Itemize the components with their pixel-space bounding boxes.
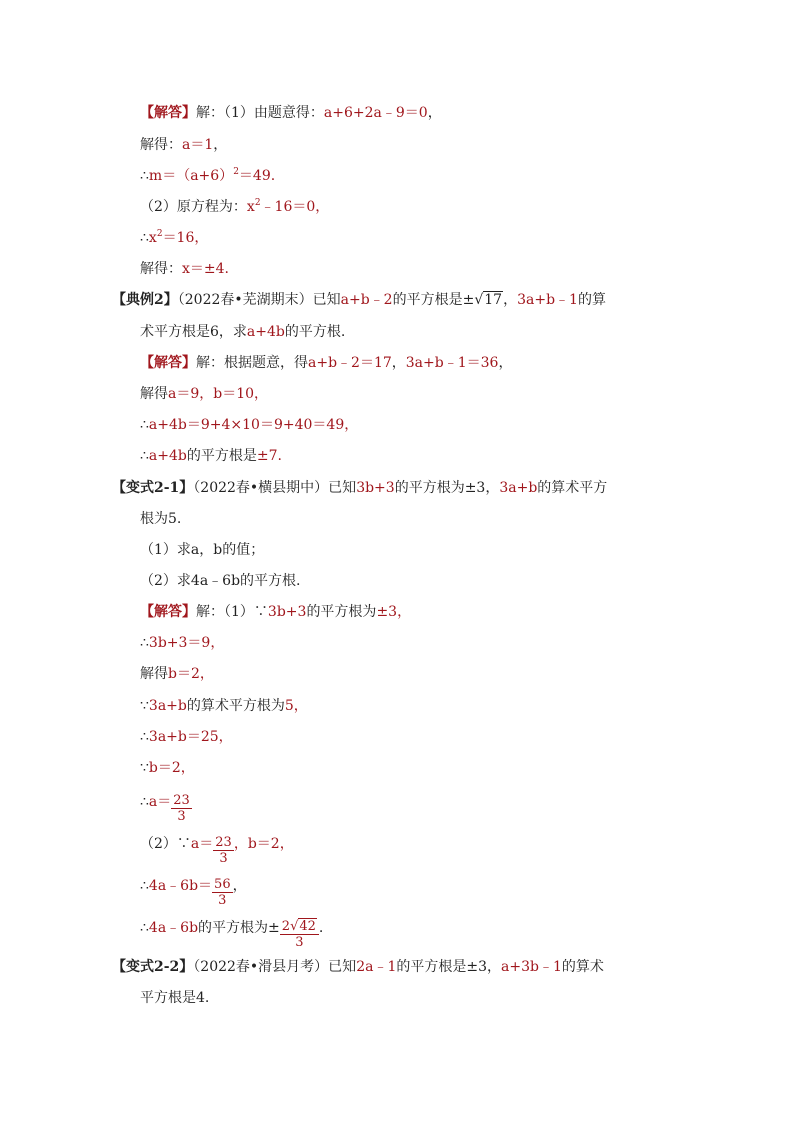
example2-label: 【典例2】 xyxy=(112,292,178,308)
variant22-question-line-1: 【变式2-2】（2022春•滑县月考）已知2a﹣1的平方根是±3，a+3b﹣1的算术 xyxy=(112,959,604,975)
prev-answer-line-4: （2）原方程为：$x^2﹣16=0$， xyxy=(140,198,330,215)
example2-question-line-1: 【典例2】（2022春•芜湖期末）已知a+b﹣2的平方根是±√17，3a+b﹣1的算 xyxy=(112,292,606,308)
equation: a+6+2a﹣9＝0 xyxy=(323,105,428,121)
prev-answer-line-6: 解得：x＝±4. xyxy=(140,261,229,277)
fraction-56-3: $\frac{56}{3}$ xyxy=(214,877,231,908)
variant21-label: 【变式2-1】 xyxy=(112,480,194,496)
variant22-question-line-2: 平方根是4. xyxy=(140,990,210,1006)
variant21-answer-line-10: ∴4a﹣6b的平方根为± $\frac{2√42}{3}$ . xyxy=(140,919,324,950)
variant21-answer-line-3: 解得b＝2， xyxy=(140,666,214,682)
variant21-answer-line-2: ∴3b+3＝9， xyxy=(140,635,225,651)
answer-label: 【解答】 xyxy=(140,105,196,121)
fraction-23-3: $\frac{23}{3}$ xyxy=(173,793,190,824)
variant21-question-line-1: 【变式2-1】（2022春•横县期中）已知3b+3的平方根为±3，3a+b的算术平方 xyxy=(112,480,608,496)
variant21-answer-line-8: （2）∵a＝ $\frac{23}{3}$ ，b＝2， xyxy=(140,835,294,866)
prev-answer-line-2: 解得：a＝1， xyxy=(140,137,228,153)
sqrt-17: √17 xyxy=(474,292,503,308)
variant21-answer-line-5: ∴3a+b＝25， xyxy=(140,729,233,745)
variant21-answer-line-9: ∴4a﹣6b＝ $\frac{56}{3}$ ， xyxy=(140,877,247,908)
example2-answer-line-3: ∴a+4b＝9+4×10＝9+40＝49， xyxy=(140,417,359,433)
variant21-answer-line-1: 【解答】解：（1）∵3b+3的平方根为±3， xyxy=(140,604,412,620)
prev-answer-line-3: $\therefore m=(a+6)^2=49$. xyxy=(140,167,276,184)
fraction-23-3-b: $\frac{23}{3}$ xyxy=(215,835,232,866)
prev-answer-line-1: 【解答】解：（1）由题意得：a+6+2a﹣9＝0， xyxy=(140,105,442,121)
variant21-answer-line-7: ∴a＝ $\frac{23}{3}$ xyxy=(140,793,190,824)
variant21-question-part-2: （2）求4a﹣6b的平方根. xyxy=(140,573,301,589)
variant21-question-line-2: 根为5. xyxy=(140,511,182,527)
fraction-2sqrt42-3: $\frac{2√42}{3}$ xyxy=(280,919,319,950)
example2-answer-line-1: 【解答】解：根据题意，得a+b﹣2＝17，3a+b﹣1＝36， xyxy=(140,355,513,371)
example2-answer-line-2: 解得a＝9，b＝10， xyxy=(140,386,269,402)
example2-answer-line-4: ∴a+4b的平方根是±7. xyxy=(140,448,282,464)
prev-answer-line-5: $\therefore x^2=16$， xyxy=(140,229,209,246)
variant21-question-part-1: （1）求a，b的值； xyxy=(140,542,265,558)
example2-question-line-2: 术平方根是6，求a+4b的平方根. xyxy=(140,324,346,340)
variant21-answer-line-4: ∵3a+b的算术平方根为5， xyxy=(140,698,308,714)
variant21-answer-line-6: ∵b＝2， xyxy=(140,760,195,776)
variant22-label: 【变式2-2】 xyxy=(112,959,194,975)
